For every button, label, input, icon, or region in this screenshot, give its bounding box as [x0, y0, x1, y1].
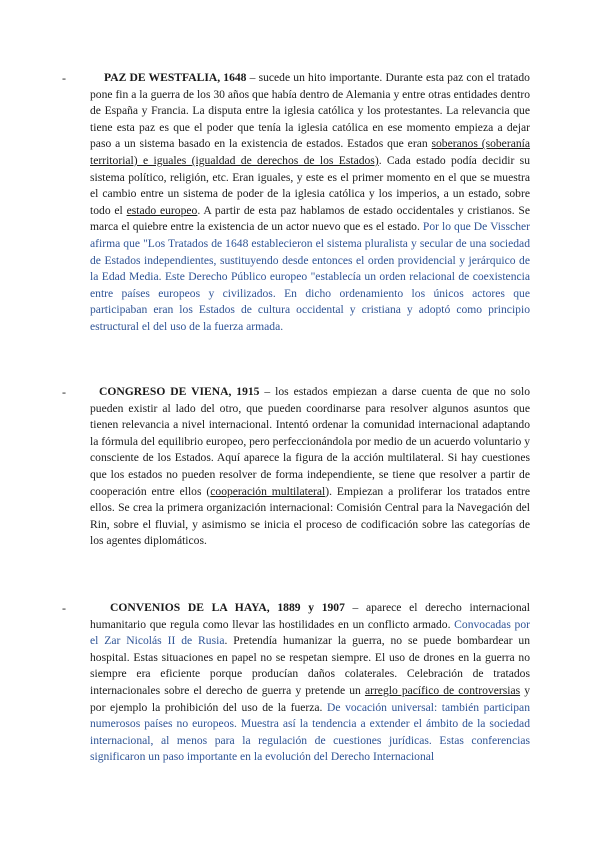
- section-title: PAZ DE WESTFALIA, 1648: [104, 71, 247, 84]
- text-segment: – aparece el derecho internacional humanitario que regula como llevar las hostilidades en un conflicto armado.: [90, 601, 530, 631]
- section-viena: [64, 384, 530, 550]
- bullet-dash: -: [62, 71, 66, 85]
- underlined-term: arreglo pacífico de controversias: [364, 683, 521, 697]
- section-westfalia: [64, 70, 530, 336]
- text-segment: y por ejemplo la prohibición del uso de la fuerza.: [90, 683, 530, 714]
- highlight-text: Convocadas por el Zar Nicolás II de Rusia: [90, 617, 530, 648]
- underlined-term: estado europeo: [126, 203, 198, 217]
- section-title: CONGRESO DE VIENA, 1915: [99, 385, 260, 398]
- text-segment: – los estados empiezan a darse cuenta de que no solo pueden existir al lado del otro, que pueden coordinarse para resolver algunos asuntos que tienen relevancia a nivel internacional. Intentó ordenar la comunidad internacional adaptando la fórmula del equilibrio europeo, pero perfeccionándola por medio de un acuerdo voluntario y consciente de los Estados. Aquí aparece la figura de la acción multilateral. Si hay cuestiones que los estados no pueden resolver de forma independiente, se tiene que resolver a partir de cooperación entre ellos (: [90, 385, 530, 498]
- bullet-dash: -: [62, 385, 66, 399]
- quote-text: Por lo que De Visscher afirma que "Los Tratados de 1648 establecieron el sistema pluralista y secular de una sociedad de Estados independientes, sustituyendo desde entonces el orden providencial y jerárquico de la Edad Media. Este Derecho Público europeo "establecía un orden relacional de coexistencia entre países europeos y civilizados. En dicho ordenamiento los únicos actores que participaban eran los Estados de cultura occidental y cristiana y adoptó como principio estructural el del uso de la fuerza armada.: [90, 220, 530, 333]
- text-segment: . Pretendía humanizar la guerra, no se puede bombardear un hospital. Estas situaciones en papel no se respetan siempre. El uso de drones en la guerra no siempre era eficiente porque producían daños colaterales. Celebración de tratados internacionales sobre el derecho de guerra y pretende un: [90, 634, 531, 697]
- underlined-term: cooperación multilateral: [210, 484, 326, 498]
- text-segment: ). Empiezan a proliferar los tratados entre ellos. Se crea la primera organización internacional: Comisión Central para la Navegación del Rin, sobre el fluvial, y asimismo se inicia el proceso de codificación sobre las categorías de los agentes diplomáticos.: [90, 484, 530, 548]
- bullet-dash: -: [62, 601, 66, 615]
- text-segment: – sucede un hito importante. Durante esta paz con el tratado pone fin a la guerra de los 30 años que había dentro de Alemania y entre otras entidades dentro de España y Francia. La disputa entre la iglesia católica y los protestantes. La relevancia que tiene esta paz es que el poder que tenía la iglesia católica en ese momento empieza a dejar paso a un sistema basado en la existencia de estados. Estados que eran: [90, 71, 530, 151]
- section-haya: [64, 600, 530, 766]
- paragraph-haya: [90, 600, 530, 766]
- paragraph-viena: [90, 384, 530, 550]
- text-segment: . A partir de esta paz hablamos de estado occidentales y cristianos. Se marca el quiebre entre la existencia de un actor nuevo que es el estado.: [90, 203, 531, 234]
- paragraph-westfalia: [90, 70, 530, 336]
- text-segment: . Cada estado podía decidir su sistema político, religión, etc. Eran iguales, y este es el primer momento en el que se muestra el cambio entre un sistema de poder de la iglesia católica y los imperios, a un estado, sobre todo el: [90, 153, 530, 217]
- highlight-text: De vocación universal: también participan numerosos países no europeos. Muestra así la tendencia a extender el ámbito de la sociedad internacional, al menos para la regulación de cuestiones jurídicas. Estas conferencias significaron un paso importante en la evolución del Derecho Internacional: [90, 700, 531, 764]
- section-title: CONVENIOS DE LA HAYA, 1889 y 1907: [110, 601, 345, 614]
- underlined-term: soberanos (soberanía territorial) e iguales (igualdad de derechos de los Estados): [90, 137, 531, 167]
